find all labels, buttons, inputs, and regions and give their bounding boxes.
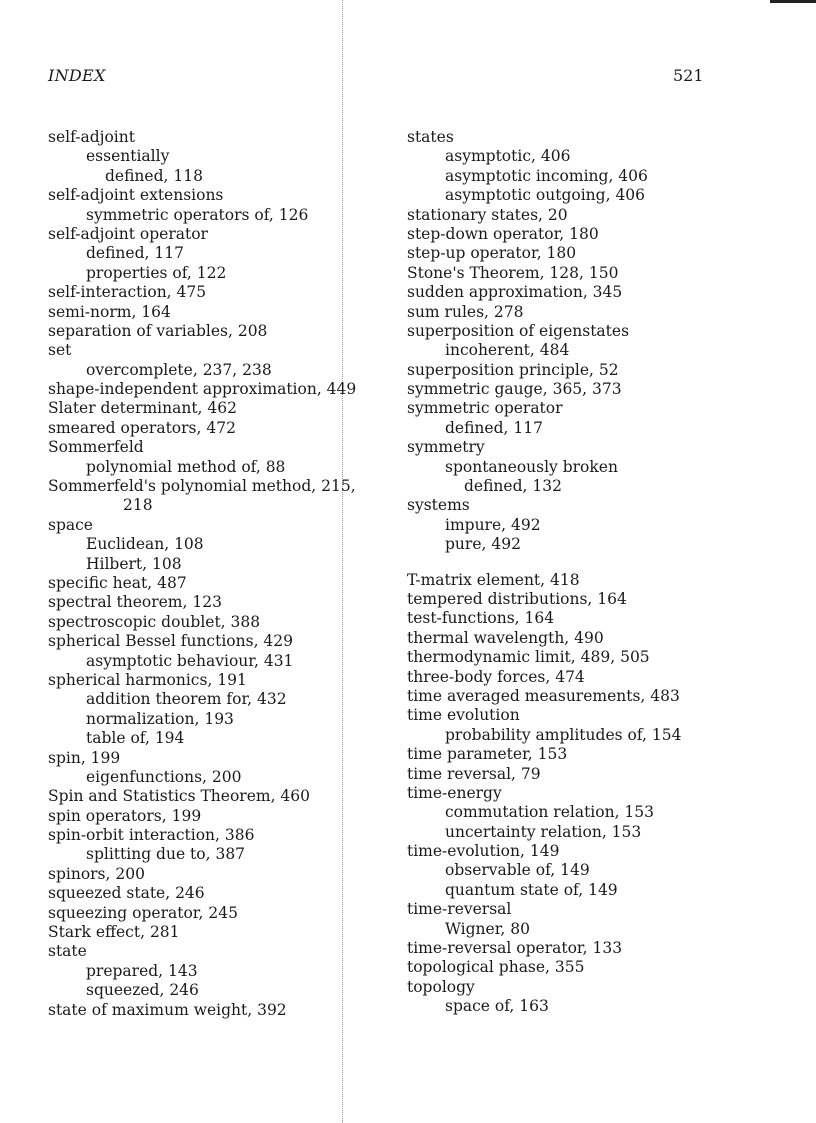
index-subentry: commutation relation, 153 (445, 803, 655, 822)
index-entry: tempered distributions, 164 (407, 589, 627, 608)
index-entry: time-reversal (407, 900, 512, 919)
index-entry: self-interaction, 475 (48, 283, 207, 302)
index-entry: three-body forces, 474 (407, 667, 585, 686)
index-entry: Stone's Theorem, 128, 150 (407, 263, 619, 282)
index-entry: thermal wavelength, 490 (407, 628, 604, 647)
index-subentry: uncertainty relation, 153 (445, 822, 642, 841)
index-subentry: quantum state of, 149 (445, 880, 618, 899)
index-entry: self-adjoint operator (48, 224, 208, 243)
index-subentry: Hilbert, 108 (86, 554, 182, 573)
index-entry: Slater determinant, 462 (48, 399, 237, 418)
index-subentry: asymptotic, 406 (445, 147, 571, 166)
index-entry: time-evolution, 149 (407, 842, 560, 861)
index-entry: superposition principle, 52 (407, 360, 619, 379)
index-subentry: asymptotic incoming, 406 (445, 166, 648, 185)
index-subentry: incoherent, 484 (445, 341, 570, 360)
index-subentry: eigenfunctions, 200 (86, 767, 242, 786)
index-entry: stationary states, 20 (407, 205, 568, 224)
index-entry: spin operators, 199 (48, 806, 202, 825)
index-entry: superposition of eigenstates (407, 321, 630, 340)
index-entry: sum rules, 278 (407, 302, 524, 321)
index-entry: set (48, 341, 72, 360)
index-entry: step-up operator, 180 (407, 244, 577, 263)
index-entry: self-adjoint extensions (48, 186, 224, 205)
index-entry: topology (407, 977, 475, 996)
index-entry: time evolution (407, 706, 520, 725)
index-entry: T-matrix element, 418 (407, 570, 580, 589)
index-entry: state of maximum weight, 392 (48, 1000, 287, 1019)
index-entry: topological phase, 355 (407, 958, 585, 977)
index-entry: time parameter, 153 (407, 745, 568, 764)
index-entry: semi-norm, 164 (48, 302, 171, 321)
index-column-left (48, 128, 378, 1020)
index-entry: test-functions, 164 (407, 609, 555, 628)
index-entry: self-adjoint (48, 128, 135, 146)
index-subentry: addition theorem for, 432 (86, 690, 287, 709)
index-entry: time averaged measurements, 483 (407, 686, 680, 705)
index-subentry: defined, 117 (86, 244, 184, 263)
index-subentry: space of, 163 (445, 997, 549, 1016)
index-subentry: asymptotic behaviour, 431 (86, 651, 294, 670)
index-entry: systems (407, 496, 470, 515)
index-subentry: symmetric operators of, 126 (86, 205, 309, 224)
index-entry: symmetric gauge, 365, 373 (407, 380, 622, 399)
scan-corner-mark (770, 0, 816, 3)
index-subentry: normalization, 193 (86, 709, 234, 728)
index-subentry: polynomial method of, 88 (86, 457, 286, 476)
index-entry: sudden approximation, 345 (407, 283, 623, 302)
index-subentry: asymptotic outgoing, 406 (445, 186, 646, 205)
index-subentry: properties of, 122 (86, 263, 227, 282)
index-entry: time-energy (407, 783, 502, 802)
index-subentry: probability amplitudes of, 154 (445, 725, 682, 744)
page-number: 521 (673, 66, 704, 85)
index-entry: smeared operators, 472 (48, 418, 236, 437)
index-entry: state (48, 942, 87, 961)
index-subentry: prepared, 143 (86, 961, 198, 980)
index-entry: states (407, 128, 454, 146)
index-subentry: defined, 117 (445, 418, 543, 437)
index-entry: Spin and Statistics Theorem, 460 (48, 787, 311, 806)
index-subentry: defined, 118 (105, 166, 203, 185)
running-head: INDEX (48, 66, 106, 85)
index-subentry: pure, 492 (445, 535, 521, 554)
index-entry: Stark effect, 281 (48, 923, 180, 942)
index-subentry: splitting due to, 387 (86, 845, 246, 864)
index-subentry: observable of, 149 (445, 861, 590, 880)
index-entry: Sommerfeld (48, 438, 144, 457)
index-subentry: Euclidean, 108 (86, 535, 204, 554)
index-subentry: overcomplete, 237, 238 (86, 360, 272, 379)
index-entry: spinors, 200 (48, 864, 145, 883)
index-entry: specific heat, 487 (48, 573, 187, 592)
index-entry: spectral theorem, 123 (48, 593, 222, 612)
index-entry: space (48, 515, 93, 534)
index-entry: symmetric operator (407, 399, 563, 418)
index-subentry: spontaneously broken (445, 457, 618, 476)
index-entry: spectroscopic doublet, 388 (48, 612, 261, 631)
index-entry: squeezing operator, 245 (48, 903, 238, 922)
index-entry: time reversal, 79 (407, 764, 541, 783)
index-subentry: Wigner, 80 (445, 919, 530, 938)
index-subentry: impure, 492 (445, 515, 541, 534)
index-entry: Sommerfeld's polynomial method, 215, (48, 477, 356, 496)
index-entry: shape-independent approximation, 449 (48, 380, 357, 399)
index-subentry: essentially (86, 147, 170, 166)
index-subentry: squeezed, 246 (86, 981, 199, 1000)
index-entry: separation of variables, 208 (48, 321, 268, 340)
index-entry: spin-orbit interaction, 386 (48, 826, 255, 845)
index-subentry: table of, 194 (86, 729, 185, 748)
index-subentry: defined, 132 (464, 477, 562, 496)
index-entry: symmetry (407, 438, 485, 457)
index-entry: spin, 199 (48, 748, 121, 767)
index-entry: step-down operator, 180 (407, 224, 599, 243)
index-entry: time-reversal operator, 133 (407, 939, 623, 958)
index-entry: spherical harmonics, 191 (48, 670, 247, 689)
index-entry: thermodynamic limit, 489, 505 (407, 648, 650, 667)
index-entry: squeezed state, 246 (48, 884, 205, 903)
index-subentry: 218 (123, 496, 153, 515)
index-column-right (407, 128, 807, 1017)
index-entry: spherical Bessel functions, 429 (48, 632, 294, 651)
letter-section-gap (407, 555, 807, 571)
